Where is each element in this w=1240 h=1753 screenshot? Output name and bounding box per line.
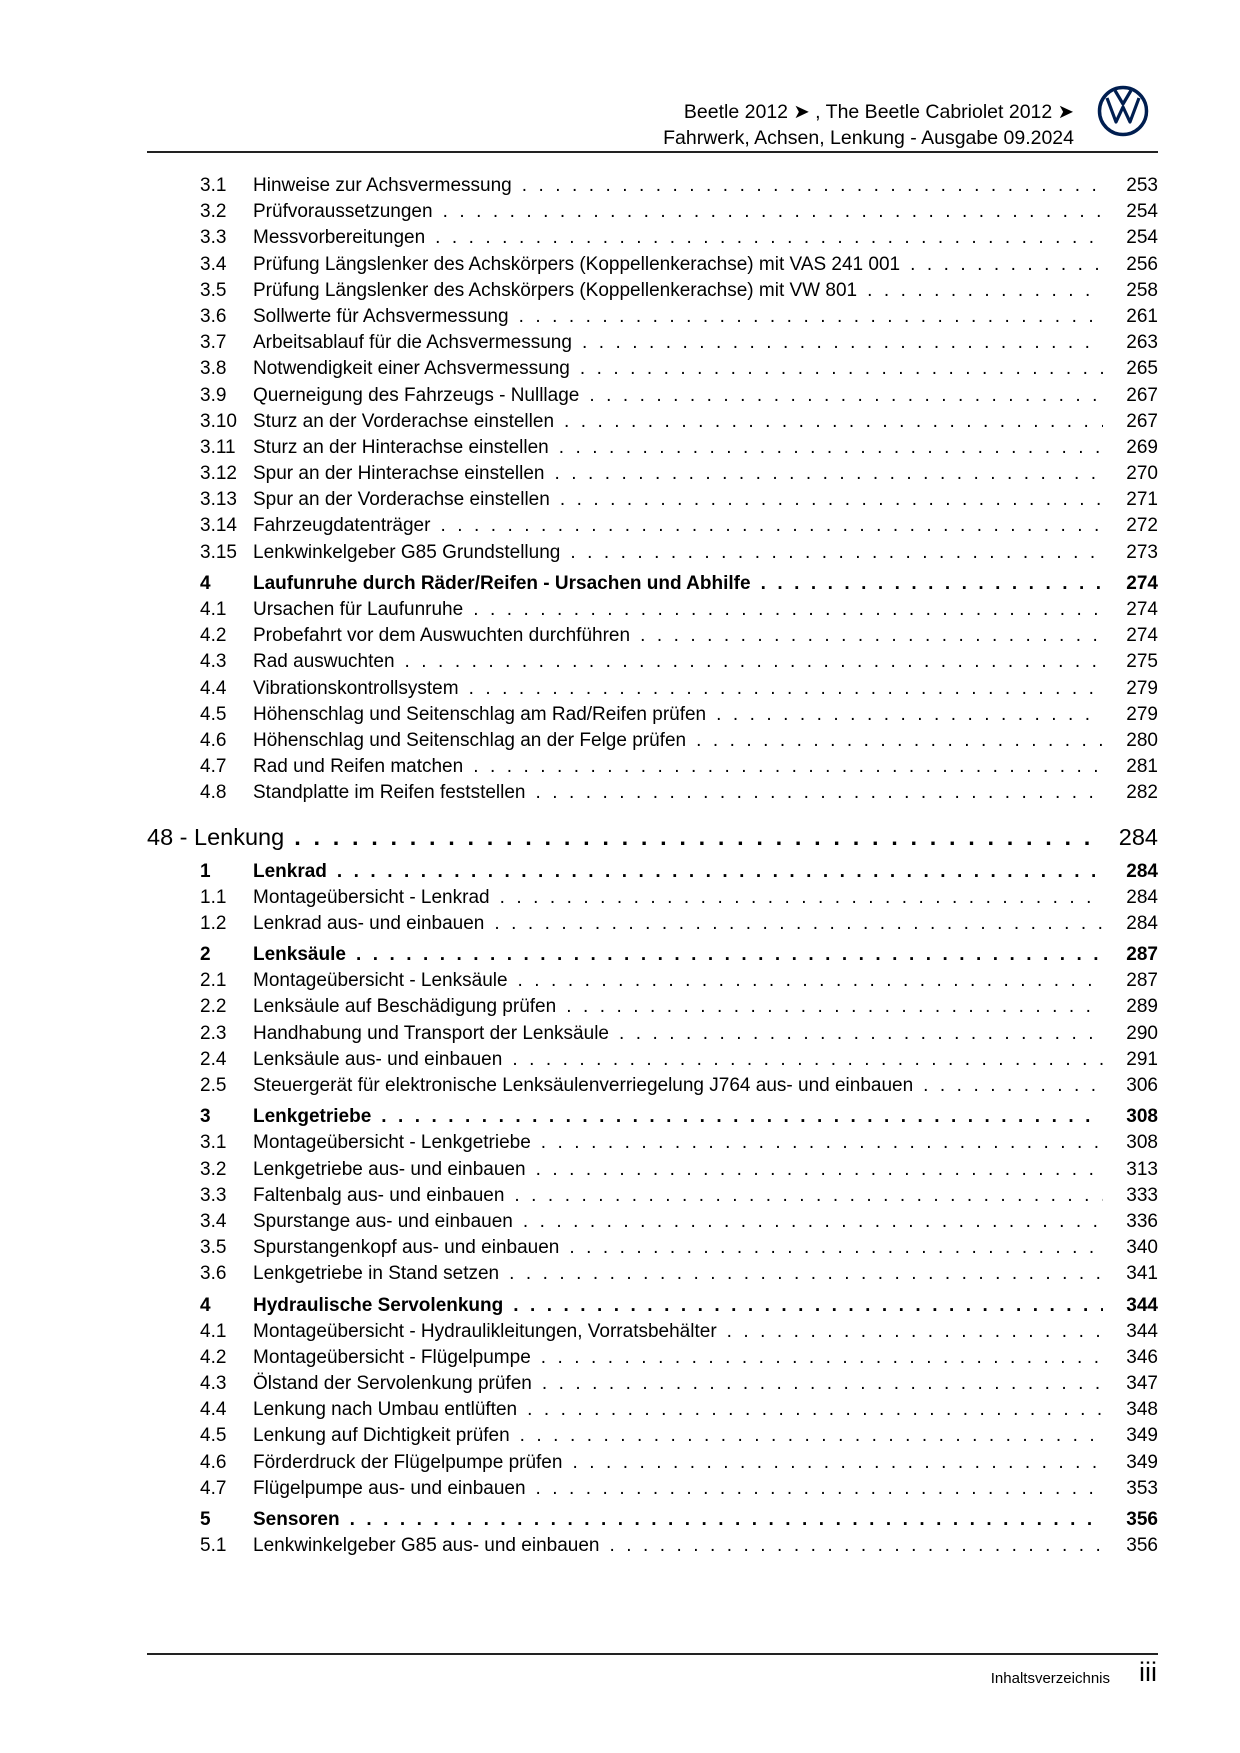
- toc-number: 3.13: [200, 489, 237, 511]
- toc-page[interactable]: 267: [1126, 384, 1158, 406]
- toc-page[interactable]: 267: [1126, 410, 1158, 432]
- toc-title[interactable]: Ursachen für Laufunruhe: [253, 599, 464, 620]
- toc-page[interactable]: 308: [1126, 1106, 1158, 1128]
- toc-number: 5.1: [200, 1535, 227, 1557]
- dot-leader: [522, 173, 1103, 199]
- toc-title[interactable]: Hydraulische Servolenkung: [253, 1294, 504, 1316]
- toc-page[interactable]: 284: [1126, 860, 1158, 882]
- dot-leader: [440, 513, 1103, 539]
- toc-page[interactable]: 282: [1126, 782, 1158, 804]
- toc-number: 3.3: [200, 227, 227, 249]
- toc-title[interactable]: Montageübersicht - Lenksäule: [253, 970, 508, 992]
- dot-leader: [536, 780, 1104, 806]
- toc-number: 2.2: [200, 996, 227, 1018]
- toc-number: 3.10: [200, 410, 237, 432]
- dot-leader: [580, 356, 1103, 382]
- toc-number: 3.11: [200, 436, 236, 458]
- toc-section[interactable]: [147, 942, 1158, 968]
- dot-leader: [564, 409, 1103, 435]
- toc-entry[interactable]: [147, 1235, 1158, 1261]
- toc-page[interactable]: 336: [1126, 1210, 1158, 1232]
- toc-page[interactable]: 291: [1126, 1048, 1158, 1070]
- toc-entry[interactable]: [147, 1021, 1158, 1047]
- toc-entry[interactable]: [147, 702, 1158, 728]
- toc-page[interactable]: 270: [1126, 463, 1158, 485]
- toc-page[interactable]: 274: [1126, 625, 1158, 647]
- toc-page[interactable]: 308: [1126, 1132, 1158, 1154]
- toc-title[interactable]: Querneigung des Fahrzeugs - Nulllage: [253, 384, 580, 406]
- toc-number: 2.3: [200, 1022, 227, 1044]
- dot-leader: [716, 702, 1103, 728]
- dot-leader: [381, 1104, 1103, 1130]
- toc-title[interactable]: Lenkung nach Umbau entlüften: [253, 1399, 518, 1421]
- toc-number: 3.2: [200, 1158, 227, 1180]
- dot-leader: [520, 1423, 1103, 1449]
- toc-page[interactable]: 269: [1126, 436, 1158, 458]
- toc-title[interactable]: Fahrzeugdatenträger: [253, 515, 431, 537]
- toc-page[interactable]: 275: [1126, 651, 1158, 673]
- dot-leader: [514, 1183, 1103, 1209]
- toc-page[interactable]: 272: [1126, 515, 1158, 537]
- toc-entry[interactable]: [147, 1209, 1158, 1235]
- toc-number: 3.14: [200, 515, 237, 537]
- dot-leader: [559, 435, 1103, 461]
- toc-page[interactable]: 258: [1126, 279, 1158, 301]
- toc-entry[interactable]: [147, 1476, 1158, 1502]
- toc-number: 3.2: [200, 201, 227, 223]
- vw-logo-icon: [1097, 85, 1149, 137]
- toc-page[interactable]: 313: [1126, 1158, 1158, 1180]
- toc-title[interactable]: Prüfung Längslenker des Achskörpers (Koppellenkerachse) mit VAS 241 001: [253, 253, 901, 275]
- toc-entry[interactable]: [147, 487, 1158, 513]
- toc-number: 2.1: [200, 970, 227, 992]
- toc-page[interactable]: 347: [1126, 1373, 1158, 1395]
- toc-entry[interactable]: [147, 676, 1158, 702]
- dot-leader: [509, 1261, 1103, 1287]
- toc-page[interactable]: 356: [1126, 1535, 1158, 1557]
- toc-entry[interactable]: [147, 780, 1158, 806]
- toc-entry[interactable]: [147, 461, 1158, 487]
- toc-number: 2: [200, 944, 211, 966]
- toc-section[interactable]: [147, 1507, 1158, 1533]
- toc-page[interactable]: 348: [1126, 1399, 1158, 1421]
- dot-leader: [570, 540, 1103, 566]
- header-model-line: Beetle 2012 ➤ , The Beetle Cabriolet 2012 ➤: [683, 101, 1074, 123]
- dot-leader: [469, 676, 1103, 702]
- toc-number: 3.6: [200, 305, 227, 327]
- toc-entry[interactable]: [147, 728, 1158, 754]
- toc-page[interactable]: 279: [1126, 677, 1158, 699]
- toc-entry[interactable]: [147, 199, 1158, 225]
- footer-section-label: Inhaltsverzeichnis: [990, 1670, 1110, 1687]
- toc-entry[interactable]: [147, 173, 1158, 199]
- toc-number: 1: [200, 860, 211, 882]
- footer-divider: [147, 1653, 1158, 1655]
- toc-title[interactable]: Sollwerte für Achsvermessung: [253, 305, 509, 327]
- toc-entry[interactable]: [147, 356, 1158, 382]
- dot-leader: [473, 597, 1103, 623]
- toc-number: 5: [200, 1509, 211, 1530]
- dot-leader: [500, 885, 1103, 911]
- toc-title[interactable]: Höhenschlag und Seitenschlag an der Felge prüfen: [253, 729, 687, 751]
- toc-number: 4.2: [200, 625, 227, 647]
- toc-page[interactable]: 287: [1126, 970, 1158, 992]
- document-header: [663, 99, 1074, 151]
- toc-number: 4.6: [200, 1451, 227, 1473]
- toc-entry[interactable]: [147, 304, 1158, 330]
- dot-leader: [523, 1209, 1103, 1235]
- toc-entry[interactable]: [147, 885, 1158, 911]
- toc-title[interactable]: Prüfvoraussetzungen: [253, 201, 433, 223]
- toc-number: 4.8: [200, 782, 227, 804]
- toc-page[interactable]: 284: [1118, 823, 1158, 850]
- dot-leader: [513, 1293, 1103, 1319]
- toc-title[interactable]: Ölstand der Servolenkung prüfen: [253, 1373, 532, 1395]
- footer-page-number: iii: [1139, 1657, 1157, 1687]
- dot-leader: [566, 994, 1103, 1020]
- toc-title[interactable]: Lenkwinkelgeber G85 Grundstellung: [253, 541, 561, 563]
- toc-title[interactable]: Spurstange aus- und einbauen: [253, 1210, 513, 1232]
- toc-entry[interactable]: [147, 1319, 1158, 1345]
- toc-title[interactable]: Hinweise zur Achsvermessung: [253, 175, 512, 196]
- toc-number: 4.4: [200, 1399, 227, 1421]
- toc-page[interactable]: 256: [1126, 253, 1158, 275]
- toc-title[interactable]: Laufunruhe durch Räder/Reifen - Ursachen und Abhilfe: [253, 572, 751, 594]
- toc-number: 4.1: [200, 1320, 227, 1342]
- toc-number: 3.15: [200, 541, 237, 563]
- toc-number: 4: [200, 1294, 211, 1316]
- toc-number: 3.3: [200, 1184, 227, 1206]
- toc-page[interactable]: 281: [1126, 756, 1158, 778]
- dot-leader: [696, 728, 1103, 754]
- dot-leader: [536, 1476, 1103, 1502]
- toc-title[interactable]: Lenkrad: [253, 860, 327, 882]
- toc-entry[interactable]: [147, 1423, 1158, 1449]
- toc-page[interactable]: 273: [1126, 541, 1158, 563]
- dot-leader: [519, 304, 1103, 330]
- header-edition-line: Fahrwerk, Achsen, Lenkung - Ausgabe 09.2024: [663, 127, 1074, 149]
- toc-entry[interactable]: [147, 994, 1158, 1020]
- toc-title[interactable]: Rad und Reifen matchen: [253, 756, 464, 778]
- toc-page[interactable]: 274: [1126, 599, 1158, 620]
- toc-page[interactable]: 274: [1126, 572, 1158, 594]
- dot-leader: [356, 942, 1103, 968]
- dot-leader: [761, 571, 1103, 597]
- toc-title[interactable]: Faltenbalg aus- und einbauen: [253, 1184, 505, 1206]
- toc-title[interactable]: Probefahrt vor dem Auswuchten durchführen: [253, 625, 631, 647]
- toc-entry[interactable]: [147, 911, 1158, 937]
- toc-title[interactable]: Standplatte im Reifen feststellen: [253, 782, 526, 804]
- toc-number: 3.1: [200, 1132, 227, 1154]
- toc-title[interactable]: Lenkgetriebe in Stand setzen: [253, 1263, 500, 1285]
- toc-title[interactable]: Lenkrad aus- und einbauen: [253, 912, 485, 934]
- toc-entry[interactable]: [147, 330, 1158, 356]
- dot-leader: [518, 968, 1103, 994]
- toc-entry[interactable]: [147, 1130, 1158, 1156]
- toc-number: 1.2: [200, 912, 227, 934]
- toc-title[interactable]: Arbeitsablauf für die Achsvermessung: [253, 332, 572, 354]
- toc-title[interactable]: Lenksäule aus- und einbauen: [253, 1048, 503, 1070]
- toc-number: 4.2: [200, 1346, 227, 1368]
- dot-leader: [867, 278, 1103, 304]
- toc-title[interactable]: Lenkung auf Dichtigkeit prüfen: [253, 1425, 510, 1447]
- toc-title[interactable]: Höhenschlag und Seitenschlag am Rad/Reifen prüfen: [253, 703, 707, 725]
- header-divider: [147, 151, 1158, 153]
- toc-page[interactable]: 349: [1126, 1451, 1158, 1473]
- dot-leader: [541, 1345, 1103, 1371]
- toc-title[interactable]: Steuergerät für elektronische Lenksäulenverriegelung J764 aus- und einbauen: [253, 1075, 914, 1096]
- toc-number: 3.5: [200, 279, 227, 301]
- toc-page[interactable]: 356: [1126, 1509, 1158, 1530]
- toc-entry[interactable]: [147, 1047, 1158, 1073]
- toc-title[interactable]: Handhabung und Transport der Lenksäule: [253, 1022, 609, 1044]
- toc-title[interactable]: Sturz an der Vorderachse einstellen: [253, 410, 555, 432]
- toc-page[interactable]: 280: [1126, 729, 1158, 751]
- dot-leader: [589, 383, 1103, 409]
- toc-number: 4.6: [200, 729, 227, 751]
- toc-entry[interactable]: [147, 252, 1158, 278]
- toc-page[interactable]: 333: [1126, 1184, 1158, 1206]
- toc-number: 3.7: [200, 332, 227, 354]
- toc-page[interactable]: 271: [1126, 489, 1158, 511]
- toc-entry[interactable]: [147, 409, 1158, 435]
- toc-title[interactable]: Spur an der Hinterachse einstellen: [253, 463, 545, 485]
- toc-page[interactable]: 253: [1126, 175, 1158, 196]
- toc-number: 1.1: [200, 886, 227, 908]
- toc-entry[interactable]: [147, 435, 1158, 461]
- toc-title[interactable]: Sturz an der Hinterachse einstellen: [253, 436, 549, 458]
- dot-leader: [560, 487, 1103, 513]
- dot-leader: [542, 1371, 1103, 1397]
- toc-title[interactable]: Montageübersicht - Lenkgetriebe: [253, 1132, 531, 1154]
- toc-page[interactable]: 254: [1126, 227, 1158, 249]
- toc-number: 3.8: [200, 358, 227, 380]
- toc-title[interactable]: Montageübersicht - Flügelpumpe: [253, 1346, 531, 1368]
- toc-entry[interactable]: [147, 513, 1158, 539]
- dot-leader: [294, 820, 1103, 854]
- toc-page[interactable]: 349: [1126, 1425, 1158, 1447]
- toc-number: 3.4: [200, 1210, 227, 1232]
- toc-entry[interactable]: [147, 649, 1158, 675]
- toc-page[interactable]: 287: [1126, 944, 1158, 966]
- toc-page[interactable]: 344: [1126, 1320, 1158, 1342]
- toc-title[interactable]: Montageübersicht - Lenkrad: [253, 886, 490, 908]
- toc-number: 4.5: [200, 703, 227, 725]
- dot-leader: [569, 1235, 1103, 1261]
- toc-number: 4.4: [200, 677, 227, 699]
- toc-title[interactable]: Sensoren: [253, 1509, 340, 1530]
- toc-number: 4: [200, 572, 211, 594]
- toc-title[interactable]: Spur an der Vorderachse einstellen: [253, 489, 550, 511]
- dot-leader: [640, 623, 1103, 649]
- toc-title[interactable]: Lenkwinkelgeber G85 aus- und einbauen: [253, 1535, 600, 1557]
- toc-number: 2.4: [200, 1048, 227, 1070]
- dot-leader: [541, 1130, 1103, 1156]
- toc-title[interactable]: Notwendigkeit einer Achsvermessung: [253, 358, 570, 380]
- dot-leader: [443, 199, 1103, 225]
- toc-number: 3.9: [200, 384, 227, 406]
- dot-leader: [337, 859, 1103, 885]
- toc-page[interactable]: 346: [1126, 1346, 1158, 1368]
- toc-section[interactable]: [147, 1293, 1158, 1319]
- table-of-contents: [147, 173, 1158, 1559]
- toc-entry[interactable]: [147, 1183, 1158, 1209]
- toc-page[interactable]: 265: [1126, 358, 1158, 380]
- toc-number: 4.3: [200, 651, 227, 673]
- toc-entry[interactable]: [147, 754, 1158, 780]
- toc-entry[interactable]: [147, 1371, 1158, 1397]
- dot-leader: [473, 754, 1103, 780]
- toc-page[interactable]: 261: [1126, 305, 1158, 327]
- toc-page[interactable]: 306: [1126, 1075, 1158, 1096]
- dot-leader: [923, 1073, 1103, 1099]
- toc-page[interactable]: 353: [1126, 1477, 1158, 1499]
- toc-title[interactable]: Förderdruck der Flügelpumpe prüfen: [253, 1451, 563, 1473]
- toc-chapter[interactable]: [147, 820, 1158, 854]
- toc-page[interactable]: 289: [1126, 996, 1158, 1018]
- toc-title[interactable]: 48 - Lenkung: [147, 823, 285, 850]
- toc-title[interactable]: Rad auswuchten: [253, 651, 395, 673]
- toc-number: 4.7: [200, 1477, 227, 1499]
- toc-title[interactable]: Vibrationskontrollsystem: [253, 677, 459, 699]
- toc-number: 4.7: [200, 756, 227, 778]
- toc-title[interactable]: Montageübersicht - Hydraulikleitungen, Vorratsbehälter: [253, 1320, 717, 1342]
- toc-page[interactable]: 279: [1126, 703, 1158, 725]
- toc-page[interactable]: 263: [1126, 332, 1158, 354]
- dot-leader: [609, 1533, 1103, 1559]
- toc-entry[interactable]: [147, 383, 1158, 409]
- toc-entry[interactable]: [147, 968, 1158, 994]
- toc-page[interactable]: 340: [1126, 1237, 1158, 1259]
- dot-leader: [512, 1047, 1103, 1073]
- toc-section[interactable]: [147, 859, 1158, 885]
- toc-title[interactable]: Lenkgetriebe aus- und einbauen: [253, 1158, 526, 1180]
- toc-number: 4.1: [200, 599, 227, 620]
- toc-page[interactable]: 284: [1126, 912, 1158, 934]
- toc-number: 3.6: [200, 1263, 227, 1285]
- toc-entry[interactable]: [147, 1157, 1158, 1183]
- toc-title[interactable]: Lenksäule: [253, 944, 346, 966]
- toc-entry[interactable]: [147, 540, 1158, 566]
- toc-number: 3.1: [200, 175, 227, 196]
- toc-page[interactable]: 341: [1126, 1263, 1158, 1285]
- toc-entry[interactable]: [147, 1450, 1158, 1476]
- toc-number: 2.5: [200, 1075, 227, 1096]
- toc-entry[interactable]: [147, 1073, 1158, 1099]
- toc-title[interactable]: Lenksäule auf Beschädigung prüfen: [253, 996, 557, 1018]
- toc-title[interactable]: Lenkgetriebe: [253, 1106, 372, 1128]
- toc-section[interactable]: [147, 571, 1158, 597]
- toc-entry[interactable]: [147, 1533, 1158, 1559]
- toc-title[interactable]: Prüfung Längslenker des Achskörpers (Koppellenkerachse) mit VW 801: [253, 279, 858, 301]
- toc-entry[interactable]: [147, 1345, 1158, 1371]
- toc-entry[interactable]: [147, 597, 1158, 623]
- toc-title[interactable]: Spurstangenkopf aus- und einbauen: [253, 1237, 560, 1259]
- dot-leader: [536, 1157, 1103, 1183]
- dot-leader: [494, 911, 1103, 937]
- dot-leader: [350, 1507, 1103, 1533]
- dot-leader: [910, 252, 1103, 278]
- toc-page[interactable]: 290: [1126, 1022, 1158, 1044]
- dot-leader: [405, 649, 1103, 675]
- dot-leader: [572, 1450, 1103, 1476]
- toc-number: 3.4: [200, 253, 227, 275]
- dot-leader: [527, 1397, 1103, 1423]
- toc-number: 4.5: [200, 1425, 227, 1447]
- dot-leader: [619, 1021, 1103, 1047]
- toc-number: 3.12: [200, 463, 237, 485]
- toc-page[interactable]: 284: [1126, 886, 1158, 908]
- toc-title[interactable]: Flügelpumpe aus- und einbauen: [253, 1477, 526, 1499]
- toc-entry[interactable]: [147, 1261, 1158, 1287]
- dot-leader: [435, 225, 1103, 251]
- toc-number: 4.3: [200, 1373, 227, 1395]
- toc-entry[interactable]: [147, 278, 1158, 304]
- toc-entry[interactable]: [147, 225, 1158, 251]
- toc-section[interactable]: [147, 1104, 1158, 1130]
- toc-number: 3: [200, 1106, 211, 1128]
- dot-leader: [555, 461, 1103, 487]
- toc-number: 3.5: [200, 1237, 227, 1259]
- toc-entry[interactable]: [147, 623, 1158, 649]
- dot-leader: [727, 1319, 1103, 1345]
- toc-entry[interactable]: [147, 1397, 1158, 1423]
- dot-leader: [582, 330, 1103, 356]
- toc-title[interactable]: Messvorbereitungen: [253, 227, 426, 249]
- toc-page[interactable]: 254: [1126, 201, 1158, 223]
- toc-page[interactable]: 344: [1126, 1294, 1158, 1316]
